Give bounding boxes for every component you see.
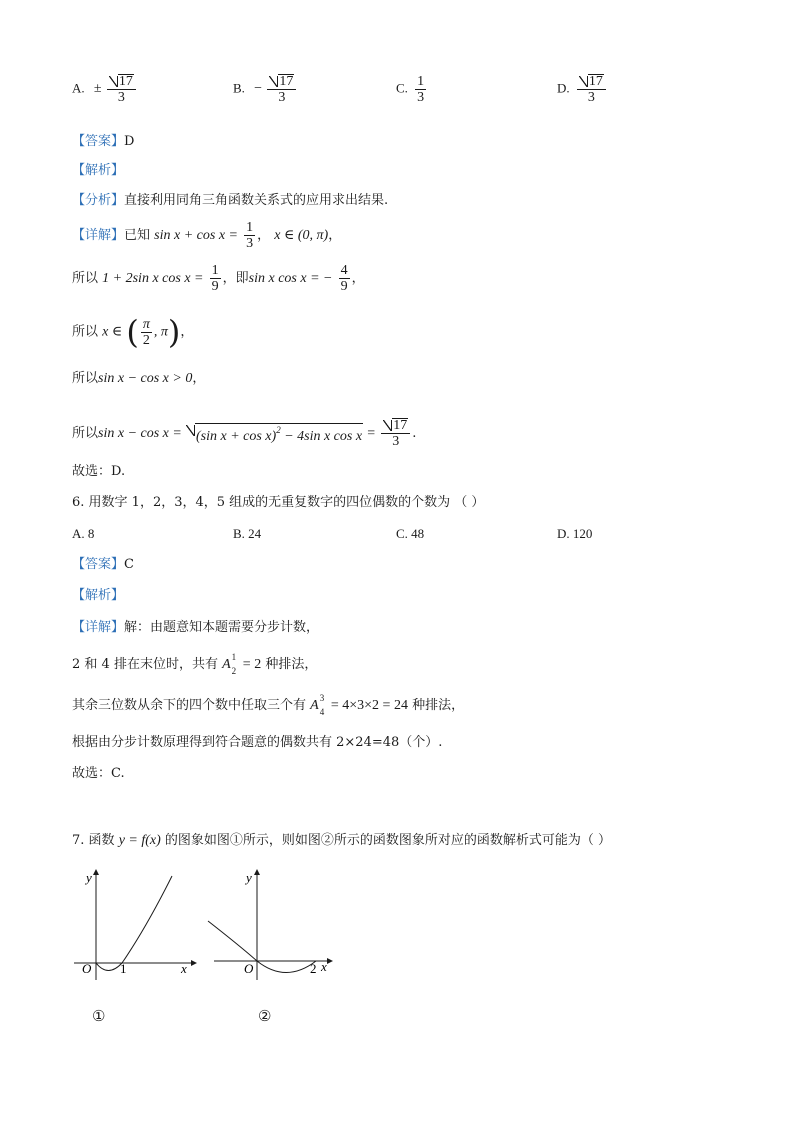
q6-line2 [72,652,318,676]
punctuation: . [412,426,417,441]
arrangement-symbol [222,652,237,676]
y-axis-label: y [246,870,252,885]
figure-2-caption: ② [258,1007,272,1025]
arrangement-letter: A [222,657,231,672]
equals-sign: = [367,426,376,441]
q6-line3 [72,693,465,717]
option-prefix: − [254,81,263,97]
q5-option-d[interactable] [557,74,608,105]
punctuation: ， [328,228,342,243]
detail-text: 解：由题意知本题需要分步计数， [124,620,320,635]
option-numerator: 1 [417,74,425,89]
option-prefix: ± [93,81,102,97]
q5-option-a[interactable] [72,74,138,105]
fraction-denominator: 3 [392,434,400,449]
left-paren: ( [126,313,139,351]
option-fraction [107,74,136,105]
q5-detail-line5 [72,418,416,449]
connector-text: ，即 [222,271,249,286]
q5-detail-line2 [72,263,365,294]
fraction-numerator: 1 [211,263,219,278]
radicand-part-a: (sin x + cos x) [195,428,277,444]
so-text: 所以 [72,324,99,340]
option-fraction [577,74,606,105]
detail-prefix: 已知 [124,228,151,243]
function-expression: y = f(x) [118,833,161,848]
square-exponent: 2 [276,424,281,435]
option-denominator: 3 [587,90,595,105]
equation-1: sin x + cos x = [154,228,238,243]
detail-label: 【详解】 [72,228,125,243]
option-letter: D. [557,80,570,96]
option-fraction [267,74,296,105]
equation-2: 1 + 2sin x cos x = [102,271,204,286]
fraction-denominator: 2 [142,332,150,348]
option-numerator: 17 [588,74,603,89]
punctuation: ， [351,271,365,286]
so-text: 所以 [72,371,99,386]
fraction-numerator: 17 [393,418,408,433]
function-curve [96,876,172,971]
text-segment: 种排法， [412,698,465,713]
answer-label: 【答案】 [72,557,125,572]
domain-expression: x ∈ (0, π) [274,228,329,243]
y-axis-label: y [86,870,92,885]
fraction-1-9 [210,263,221,294]
fenxi-text: 直接利用同角三角函数关系式的应用求出结果. [124,193,389,208]
q5-fenxi [72,193,388,209]
q6-choice: 故选：C. [72,766,125,781]
q7-stem [72,833,611,849]
origin-label: O [82,961,92,976]
x-axis-label: x [321,959,327,974]
x-axis-label: x [181,961,187,976]
q6-option-b[interactable]: B. 24 [233,526,262,541]
q6-option-c[interactable]: C. 48 [396,526,425,541]
subscript: 4 [319,707,325,717]
q5-detail-line3 [72,313,194,351]
q6-line4: 根据由分步计数原理得到符合题意的偶数共有 2×24=48（个）. [72,735,443,750]
fraction-sqrt17-3 [381,418,410,449]
radicand-part-b: − 4sin x cos x [280,428,363,444]
tick-label: 1 [120,961,127,976]
option-letter: B. [233,80,245,96]
right-paren: ) [167,313,181,351]
fenxi-label: 【分析】 [72,193,125,208]
text-segment: 种排法， [265,657,318,672]
so-text: 所以 [72,426,99,441]
answer-value: D [124,134,135,149]
equation-5-lhs: sin x − cos x = [98,426,182,441]
equation-4: sin x − cos x > 0 [98,371,193,386]
function-curve [208,921,316,973]
option-denominator: 3 [417,90,425,105]
q5-answer [72,134,134,150]
q6-option-d[interactable]: D. 120 [557,526,593,541]
q6-answer [72,557,134,573]
fraction-denominator: 9 [211,279,219,294]
fraction-4-9 [339,263,350,294]
figure-2-graph [200,866,340,986]
fraction-1-3 [244,220,255,251]
punctuation: ， [192,371,206,386]
punctuation: ， [180,324,194,340]
value-expression: = 2 [242,657,262,672]
superscript: 1 [231,652,237,662]
interval-tail: , π [153,324,168,340]
text-segment: 2 和 4 排在末位时，共有 [72,657,218,672]
option-letter: A. [72,80,85,96]
text-segment: 7. 函数 [72,833,115,848]
detail-label: 【详解】 [72,620,125,635]
q5-analysis-label: 【解析】 [72,163,125,178]
q6-stem: 6. 用数字 1，2，3，4，5 组成的无重复数字的四位偶数的个数为 （ ） [72,495,485,510]
q5-choice: 故选：D. [72,464,126,479]
answer-label: 【答案】 [72,134,125,149]
superscript: 3 [319,693,325,703]
option-fraction [415,74,426,105]
fraction-numerator: 4 [340,263,348,278]
origin-label: O [244,961,254,976]
fraction-denominator: 9 [340,279,348,294]
option-denominator: 3 [278,90,286,105]
value-expression: = 4×3×2 = 24 [330,698,408,713]
q6-option-a[interactable]: A. 8 [72,526,95,541]
q5-option-b[interactable] [233,74,298,105]
option-letter: C. [396,80,408,96]
subscript: 2 [231,666,237,676]
fraction-numerator: π [142,316,150,332]
figure-1-caption: ① [92,1007,106,1025]
answer-value: C [124,557,134,572]
q5-option-c[interactable] [396,74,428,105]
q6-analysis-label: 【解析】 [72,588,125,603]
q5-detail-line4 [72,371,205,387]
arrangement-letter: A [310,698,319,713]
option-denominator: 3 [117,90,125,105]
fraction-numerator: 1 [246,220,254,235]
option-numerator: 17 [118,74,133,89]
q6-detail [72,620,319,636]
option-numerator: 17 [279,74,294,89]
fraction-denominator: 3 [246,236,254,251]
separator: ， [257,228,271,243]
text-segment: 其余三位数从余下的四个数中任取三个有 [72,698,307,713]
interval-prefix: x ∈ [102,324,123,340]
text-segment: 的图象如图①所示，则如图②所示的函数图象所对应的函数解析式可能为（ ） [164,833,612,848]
fraction-pi-2 [141,317,152,348]
figure-1-graph [70,866,200,986]
sqrt-expression [186,423,363,445]
tick-label: 2 [310,961,317,976]
equation-2b: sin x cos x = − [248,271,333,286]
arrangement-symbol [310,693,325,717]
q5-detail-line1 [72,220,341,251]
so-text: 所以 [72,271,99,286]
